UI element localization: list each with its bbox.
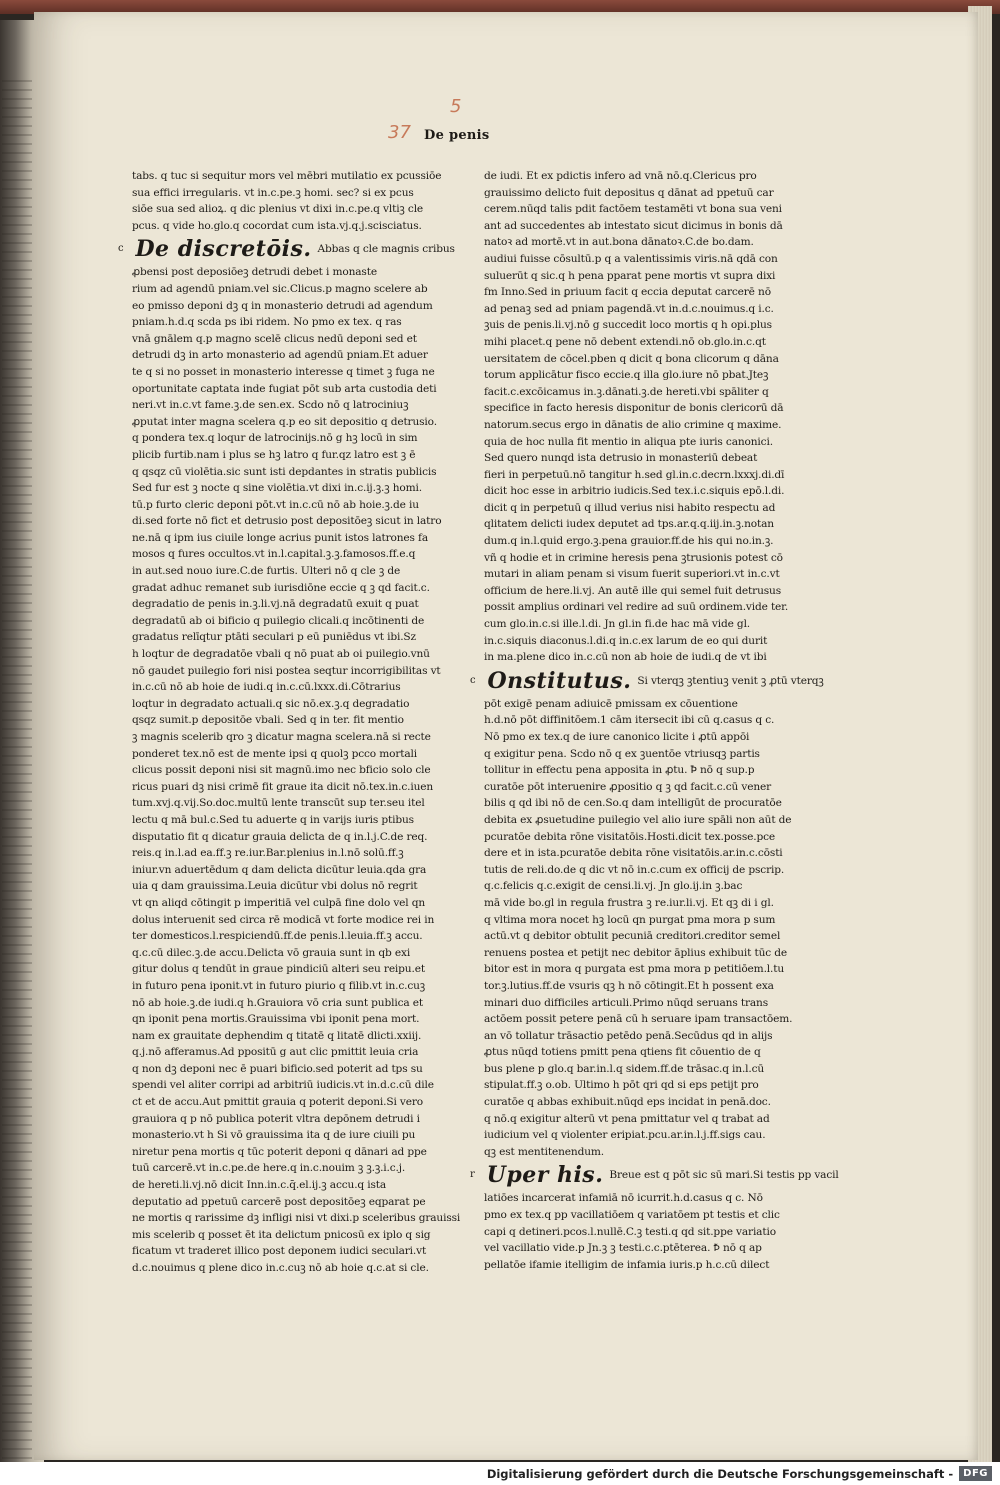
text-line: Sed fur est ꝫ nocte q sine violētia.vt dixi in.c.ij.ꝫ.ꝫ homi. [132, 482, 423, 495]
text-line: deputatio ad ppetuū carcerē post depositōeꝫ eqparat pe [132, 1195, 426, 1208]
text-line: neri.vt in.c.vt fame.ꝫ.de sen.ex. Scdo nō q latrociniuꝫ [132, 399, 409, 412]
pencil-mark: 5 [450, 96, 462, 117]
text-line: q.c.cū dilec.ꝫ.de accu.Delicta vō grauia sunt in qb exi [132, 946, 411, 959]
text-line: suluerūt q sic.q h pena pparat pene mortis vt supra dixi [484, 269, 776, 282]
text-line: in ma.plene dico in.c.cū non ab hoie de iudi.q de vt ibi [484, 651, 767, 664]
left-page-text-fragment [2, 80, 32, 1460]
footer-bar [0, 1462, 1000, 1485]
text-line: mā vide bo.gl in regula frustra ꝫ re.iur.li.vj. Et qꝫ di i gl. [484, 896, 774, 909]
text-line: q qsqz cū violētia.sic sunt isti depdantes in stratis publicis [132, 465, 437, 478]
text-line: latiōes incarcerat infamiā nō icurrit.h.d.casus q c. Nō [484, 1192, 763, 1205]
text-line: audiui fuisse cōsultū.p q a valentissimis viris.nā qdā con [484, 252, 778, 265]
right-lines-before [484, 168, 789, 666]
text-line: ne.nā q ipm ius ciuile longe acrius punit istos latrones fa [132, 531, 428, 544]
text-line: Nō pmo ex tex.q de iure canonico licite i ꝓtū appōi [484, 731, 750, 743]
text-line: officium de here.li.vj. An autē ille qui semel fuit detrusus [484, 584, 781, 597]
paragraph-marker: c [118, 243, 124, 255]
text-line: spendi vel aliter corripi ad arbitriū iudicis.vt in.d.c.cū dile [132, 1079, 434, 1092]
text-line: natorum.secus ergo in dānatis de alio crimine q maxime. [484, 418, 782, 431]
text-line: quia de hoc nulla fit mentio in aliqua pte iuris canonici. [484, 435, 773, 448]
text-line: mosos q fures occultos.vt in.l.capital.ꝫ.ꝫ.famosos.ff.e.q [132, 548, 416, 561]
text-line: h.d.nō pōt diffinitōem.1 cām itersecit ibi cū q.casus q c. [484, 714, 775, 727]
text-line: ficatum vt traderet illico post deponem iudici seculari.vt [132, 1245, 427, 1258]
text-line: iniur.vn aduertēdum q dam delicta dicūtur leuia.qda gra [132, 863, 427, 876]
text-line: gitur dolus q tendūt in graue pindiciū alteri seu reipu.et [132, 963, 425, 976]
text-line: q.j.nō afferamus.Ad ppositū g aut clic pmittit leuia cria [132, 1046, 419, 1059]
funding-notice: Digitalisierung gefördert durch die Deutsche Forschungsgemeinschaft - [486, 1466, 954, 1481]
text-line: in.c.siquis diaconus.l.di.q in.c.ex larum de eo qui durit [484, 634, 768, 647]
text-line: actū.vt q debitor obtulit pecuniā creditori.creditor semel [484, 930, 781, 943]
text-line: ne mortis q rarissime dꝫ infligi nisi vt dixi.p sceleribus grauissi [132, 1212, 461, 1225]
text-line: bus plene p glo.q bar.in.l.q sidem.ff.de trāsac.q in.l.cū [484, 1062, 765, 1075]
text-line: dicit hoc esse in arbitrio iudicis.Sed tex.i.c.siquis epō.l.di. [484, 485, 785, 498]
text-line: vel vacillatio vide.p Jn.ꝫ ꝫ testi.c.c.ptēterea. Ꝥ nō q ap [484, 1242, 762, 1255]
text-line: siōe sua sed alioꝝ. q dic plenius vt dixi in.c.pe.q vltiꝫ cle [132, 203, 424, 216]
left-lines-after [132, 264, 461, 1276]
text-line: vñ q hodie et in crimine heresis pena ꝫtrusionis potest cō [484, 551, 783, 564]
section-heading-row [470, 1160, 839, 1190]
text-line: detrudi dꝫ in arto monasterio ad agendū pniam.Et aduer [132, 349, 428, 362]
text-line: dicit q in perpetuū q illud verius nisi habito respectu ad [484, 501, 776, 514]
text-line: torum applicātur fisco eccie.q illa glo.iure nō pbat.Jteꝫ [484, 369, 769, 382]
right-lines-after [484, 1190, 780, 1273]
text-column-left [118, 168, 461, 1277]
text-line: te q si no posset in monasterio interesse q timet ꝫ fuga ne [132, 365, 435, 378]
text-line: fieri in perpetuū.nō tangitur h.sed gl.in.c.decrn.lxxxj.di.dī [484, 468, 785, 481]
text-line: disputatio fit q dicatur grauia delicta de q in.l.j.C.de req. [132, 830, 428, 843]
text-line: bitor est in mora q purgata est pma mora p petitiōem.l.tu [484, 963, 785, 976]
text-line: in.c.cū nō ab hoie de iudi.q in.c.cū.lxxx.di.Cōtrarius [132, 681, 401, 694]
text-line: grauiora q p nō publica poterit vltra depōnem detrudi i [132, 1112, 420, 1125]
text-line: ponderet tex.nō est de mente ipsi q quolꝫ pcco mortali [132, 747, 418, 760]
text-line: de iudi. Et ex pdictis infero ad vnā nō.q.Clericus pro [484, 170, 757, 182]
paragraph-marker: c [470, 674, 476, 686]
right-lines-middle [484, 696, 793, 1161]
running-title: De penis [424, 128, 490, 143]
text-line: tutis de reli.do.de q dic vt nō in.c.cum ex officij de pscrip. [484, 863, 785, 876]
text-line: q.c.felicis q.c.exigit de censi.li.vj. Jn glo.ij.in ꝫ.bac [484, 880, 743, 893]
text-line: niretur pena mortis q tūc poterit deponi q dānari ad ppe [132, 1145, 427, 1158]
section-heading-tail: Abbas q cle magnis cribus [317, 243, 455, 256]
section-heading: Onstitutus. [487, 667, 632, 694]
text-line: tū.p furto cleric deponi pōt.vt in.c.cū nō ab hoie.ꝫ.de iu [132, 498, 419, 511]
text-line: q pondera tex.q loqur de latrocinijs.nō g hꝫ locū in sim [132, 432, 418, 445]
text-line: mihi placet.q pene nō debent extendi.nō ob.glo.in.c.qt [484, 335, 766, 348]
text-line: rium ad agendū pniam.vel sic.Clicus.p magno scelere ab [132, 282, 428, 295]
text-line: Sed quero nunqd ista detrusio in monasteriū debeat [484, 452, 758, 465]
text-line: actōem possit petere penā cū h seruare ipam transactōem. [484, 1013, 793, 1026]
text-line: qꝫ est mentitenendum. [484, 1145, 604, 1158]
text-line: nam ex grauitate dephendim q titatē q litatē dlicti.xxiij. [132, 1029, 422, 1042]
text-line: qsqz sumit.p depositōe vbali. Sed q in ter. fit mentio [132, 714, 404, 727]
section-heading-row [470, 666, 824, 696]
text-line: cerem.nūqd talis pdit factōem testamēti vt bona sua veni [484, 203, 782, 216]
text-line: pmo ex tex.q pp vacillatiōem q variatōem pt testis et clic [484, 1209, 780, 1222]
text-line: tum.xvj.q.vij.So.doc.multū lente transcūt sup ter.seu itel [132, 797, 425, 810]
text-line: qn iponit pena mortis.Grauissima vbi iponit pena mort. [132, 1013, 420, 1026]
text-line: an vō tollatur trāsactio petēdo penā.Secūdus qd in alijs [484, 1029, 773, 1042]
text-line: monasterio.vt h Si vō grauissima ita q de iure ciuili pu [132, 1129, 416, 1142]
text-line: specifice in facto heresis disponitur de bonis clericorū dā [484, 402, 784, 415]
text-line: natoꝛ ad mortē.vt in aut.bona dānatoꝛ.C.de bo.dam. [484, 236, 754, 249]
text-line: q nō.q exigitur alterū vt pena pmittatur vel q trabat ad [484, 1112, 770, 1125]
text-line: ꝓputat inter magna scelera q.p eo sit depositio q detrusio. [132, 415, 437, 428]
text-line: pcus. q vide ho.glo.q cocordat cum ista.vj.q.j.scisciatus. [132, 219, 422, 232]
text-line: q vltima mora nocet hꝫ locū qn purgat pma mora p sum [484, 913, 776, 926]
paragraph-marker: r [470, 1169, 475, 1181]
text-line: sua effici irregularis. vt in.c.pe.ꝫ homi. sec? si ex pcus [132, 186, 414, 199]
text-line: curatōe q abbas exhibuit.nūqd eps incidat in penā.doc. [484, 1096, 771, 1109]
text-line: d.c.nouimus q plene dico in.c.cuꝫ nō ab hoie q.c.at si cle. [132, 1262, 429, 1274]
text-line: tor.ꝫ.lutius.ff.de vsuris qꝫ h nō cōtingit.Et h possent exa [484, 979, 774, 992]
text-line: mis scelerib q posset ēt ita delictum pnicosū ex iplo q sig [132, 1228, 431, 1241]
text-line: ricus puari dꝫ nisi crimē fit graue ita dicit nō.tex.in.c.iuen [132, 780, 434, 793]
text-line: tollitur in effectu pena apposita in ꝓtu. Ꝥ nō q sup.p [484, 764, 755, 777]
text-line: bilis q qd ibi nō de cen.So.q dam intelligūt de procuratōe [484, 797, 782, 810]
text-line: pcuratōe debita rōne visitatōis.Hosti.dicit tex.posse.pce [484, 830, 776, 843]
text-line: ꝫuis de penis.li.vj.nō g succedit loco mortis q h opi.plus [484, 319, 772, 332]
text-line: ad penaꝫ sed ad pniam pagendā.vt in.d.c.nouimus.q i.c. [484, 302, 774, 315]
text-line: cum glo.in.c.si ille.l.di. Jn gl.in fi.de hac mā vide gl. [484, 618, 751, 631]
pencil-folio-number: 37 [388, 122, 411, 143]
text-line: dere et in ista.pcuratōe debita rōne visitatōis.ar.in.c.cōsti [484, 847, 783, 860]
section-heading-tail: Si vterqꝫ ꝫtentiuꝫ venit ꝫ ꝓtū vterqꝫ [637, 674, 824, 687]
text-line: curatōe pōt interuenire ꝓpositio q ꝫ qd facit.c.cū vener [484, 780, 772, 793]
text-line: vt qn aliqd cōtingit p imperitiā vel culpā fine dolo vel qn [132, 896, 426, 909]
text-line: debita ex ꝓsuetudine puilegio vel alio iure spāli non aūt de [484, 813, 792, 826]
text-line: uia q dam grauissima.Leuia dicūtur vbi dolus nō regrit [132, 880, 418, 893]
text-column-right [470, 168, 839, 1273]
text-line: di.sed forte nō fict et detrusio post depositōeꝫ sicut in latro [132, 515, 442, 528]
text-line: pōt exigē penam adiuicē pmissam ex cōuentione [484, 697, 738, 710]
text-line: pellatōe ifamie itelligim de infamia iuris.p h.c.cū dilect [484, 1258, 770, 1271]
text-line: grauissimo delicto fuit depositus q dānat ad ppetuū car [484, 186, 774, 199]
text-line: tuū carcerē.vt in.c.pe.de here.q in.c.nouim ꝫ ꝫ.ꝫ.i.c.j. [132, 1162, 406, 1175]
text-line: uersitatem de cōcel.pben q dicit q bona clicorum q dāna [484, 352, 779, 365]
text-line: qlitatem delicti iudex deputet ad tps.ar.q.q.iij.in.ꝫ.notan [484, 518, 774, 531]
text-line: q non dꝫ deponi nec ē puari bificio.sed poterit ad tps su [132, 1062, 423, 1075]
text-line: possit amplius ordinari vel redire ad suū ordinem.vide ter. [484, 601, 789, 614]
text-line: gradat adhuc remanet sub iurisdiōne eccie q ꝫ qd facit.c. [132, 581, 430, 594]
text-line: gradatus relīqtur ptāti seculari p eū puniēdus vt ibi.Sz [132, 631, 416, 644]
text-line: nō gaudet puilegio fori nisi postea seqtur incorrigibilitas vt [132, 664, 441, 677]
text-line: ꝫ magnis scelerib qro ꝫ dicatur magna scelera.nā si recte [132, 731, 431, 743]
text-line: capi q detineri.pcos.l.nullē.C.ꝫ testi.q qd sit.ppe variatio [484, 1225, 776, 1238]
text-line: de hereti.li.vj.nō dicit Inn.in.c.q̄.el.ij.ꝫ accu.q ista [132, 1179, 387, 1192]
text-line: pniam.h.d.q scda ps ibi ridem. No pmo ex tex. q ras [132, 316, 402, 329]
text-line: facit.c.excōicamus in.ꝫ.dānati.ꝫ.de hereti.vbi spāliter q [484, 385, 769, 398]
text-line: oportunitate captata inde fugiat pōt sub arta custodia deti [132, 382, 437, 395]
section-heading-tail: Breue est q pōt sic sū mari.Si testis pp vacil [609, 1169, 839, 1182]
text-line: dolus interuenit sed circa rē modicā vt forte modice rei in [132, 913, 435, 926]
dfg-logo: DFG [959, 1466, 992, 1481]
section-heading-row [118, 234, 455, 264]
text-line: ꝓbensi post deposiōeꝫ detrudi debet i monaste [132, 266, 377, 279]
text-line: plicib furtib.nam i plus se hꝫ latro q fur.qz latro est ꝫ ē [132, 448, 416, 461]
text-line: iudicium vel q violenter eripiat.pcu.ar.in.l.j.ff.sigs cau. [484, 1129, 766, 1142]
text-line: degradatū ab oi bificio q puilegio clicali.q incōtinenti de [132, 614, 425, 627]
section-heading: Uper his. [486, 1162, 604, 1189]
text-line: renuens postea et petijt nec debitor āplius exhibuit tūc de [484, 946, 788, 959]
text-line: ct et de accu.Aut pmittit grauia q poterit deponi.Si vero [132, 1096, 423, 1109]
text-line: minari duo difficiles articuli.Primo nūqd seruans trans [484, 996, 768, 1009]
text-line: mutari in aliam penam si visum fuerit superiori.vt in.c.vt [484, 568, 780, 581]
left-lines-before [132, 168, 442, 234]
text-line: fm Inno.Sed in ꝑriuum facit q eccia deputat carcerē nō [484, 286, 771, 299]
text-line: reis.q in.l.ad ea.ff.ꝫ re.iur.Bar.plenius in.l.nō solū.ff.ꝫ [132, 847, 404, 860]
text-line: degradatio de penis in.ꝫ.li.vj.nā degradatū exuit q puat [132, 598, 419, 611]
text-line: tabs. q tuc si sequitur mors vel mēbri mutilatio ex pcussiōe [132, 170, 442, 182]
text-line: ter domesticos.l.respiciendū.ff.de penis.l.leuia.ff.ꝫ accu. [132, 930, 423, 943]
text-line: lectu q mā bul.c.Sed tu aduerte q in varijs iuris ptibus [132, 813, 414, 826]
text-line: vnā gnālem q.p magno scelē clicus nedū deponi sed et [132, 332, 417, 345]
text-line: clicus possit deponi nisi sit magnū.imo nec bficio solo cle [132, 764, 431, 777]
text-line: eo pmisso deponi dꝫ q in monasterio detrudi ad agendum [132, 299, 433, 312]
text-line: ant ad succedentes ab intestato sicut dicimus in bonis dā [484, 219, 783, 232]
text-line: h loqtur de degradatōe vbali q nō puat ab oi puilegio.vnū [132, 648, 430, 661]
text-line: stipulat.ff.ꝫ o.ob. Ultimo h pōt qri qd si eps petijt pro [484, 1079, 759, 1092]
text-line: loqtur in degradato actuali.q sic nō.ex.ꝫ.q degradatio [132, 697, 410, 710]
text-line: q exigitur pena. Scdo nō q ex ꝫuentōe vtriusqꝫ partis [484, 747, 760, 760]
section-heading: De discretōis. [135, 236, 312, 263]
text-line: in futuro pena iponit.vt in futuro piurio q filib.vt in.c.cuꝫ [132, 979, 426, 992]
text-line: dum.q in.l.quid ergo.ꝫ.pena grauior.ff.de his qui no.in.ꝫ. [484, 535, 774, 548]
text-line: nō ab hoie.ꝫ.de iudi.q h.Grauiora vō cria sunt publica et [132, 996, 423, 1009]
text-line: in aut.sed nouo iure.C.de furtis. Ulteri nō q cle ꝫ de [132, 565, 401, 578]
text-line: ꝓtus nūqd totiens pmitt pena qtiens fit cōuentio de q [484, 1046, 761, 1059]
